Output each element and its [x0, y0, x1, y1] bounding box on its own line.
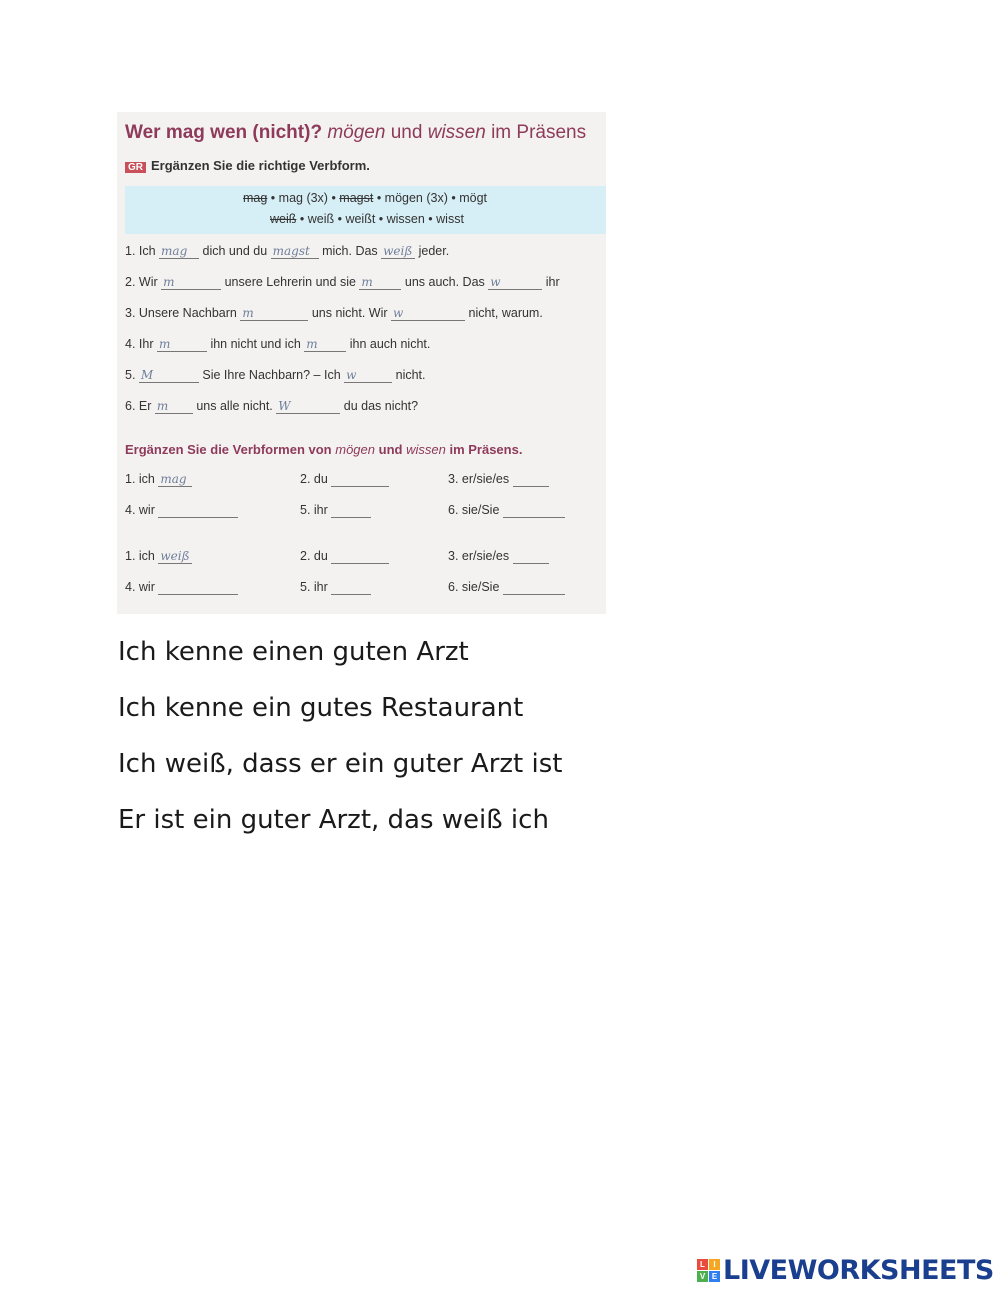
exercise-text: Sie Ihre Nachbarn? – Ich [198, 368, 345, 382]
conjugation-cell [448, 549, 549, 564]
title-und: und [390, 122, 423, 143]
conjugation-label: 3. er/sie/es [448, 549, 513, 563]
handwritten-answer: weiß [381, 244, 415, 259]
conjugation-label: 2. du [300, 472, 332, 486]
handwritten-answer: m [155, 399, 193, 414]
exercise-row [125, 368, 426, 383]
logo-letter-block: I [709, 1259, 720, 1270]
exercise-text: nicht, warum. [465, 306, 543, 320]
exercise-text: jeder. [415, 244, 450, 258]
exercise-text: ihn auch nicht. [346, 337, 431, 351]
conjugation-cell [448, 580, 565, 595]
handwritten-answer: w [344, 368, 392, 383]
exercise-row [125, 399, 418, 414]
section2-verb-moegen: mögen [335, 442, 375, 457]
answer-blank [513, 549, 549, 564]
answer-blank [331, 503, 371, 518]
conjugation-label: 2. du [300, 549, 332, 563]
exercise-text: 1. Ich [125, 244, 160, 258]
exercise-text: mich. Das [318, 244, 382, 258]
handwritten-answer: M [139, 368, 199, 383]
word-list-text: • weiß • weißt • wissen • wisst [296, 212, 464, 226]
instruction-text: Ergänzen Sie die richtige Verbform. [151, 158, 370, 173]
conjugation-cell [125, 472, 192, 487]
answer-blank [513, 472, 549, 487]
conjugation-label: 6. sie/Sie [448, 580, 503, 594]
conjugation-cell [125, 580, 238, 595]
exercise-text: 5. [125, 368, 139, 382]
worksheet-scan-image [117, 112, 606, 614]
answer-blank [503, 580, 565, 595]
instruction-line [125, 158, 370, 173]
sentence-1: Ich kenne einen guten Arzt [118, 637, 469, 667]
struck-word: weiß [270, 212, 297, 226]
word-list-text: • mögen (3x) • mögt [373, 191, 487, 205]
conjugation-label: 1. ich [125, 549, 159, 563]
handwritten-answer: weiß [158, 549, 192, 564]
answer-blank [158, 580, 238, 595]
exercise-text: 4. Ihr [125, 337, 157, 351]
logo-text: LIVEWORKSHEETS [723, 1254, 994, 1286]
section2-pre: Ergänzen Sie die Verbformen von [125, 442, 332, 457]
answer-blank [331, 549, 389, 564]
conjugation-cell [300, 472, 389, 487]
conjugation-label: 5. ihr [300, 503, 332, 517]
exercise-text: uns alle nicht. [192, 399, 277, 413]
section2-post: im Präsens. [449, 442, 523, 457]
conjugation-label: 4. wir [125, 503, 159, 517]
handwritten-answer: m [157, 337, 207, 352]
liveworksheets-logo [697, 1254, 994, 1286]
conjugation-cell [448, 503, 565, 518]
conjugation-label: 5. ihr [300, 580, 332, 594]
conjugation-cell [125, 549, 192, 564]
handwritten-answer: m [304, 337, 346, 352]
word-box-line-1 [243, 191, 487, 205]
conjugation-cell [125, 503, 238, 518]
conjugation-label: 1. ich [125, 472, 159, 486]
handwritten-answer: W [276, 399, 340, 414]
answer-blank [331, 472, 389, 487]
conjugation-cell [448, 472, 549, 487]
exercise-text: ihr [542, 275, 560, 289]
section2-verb-wissen: wissen [406, 442, 446, 457]
logo-letter-block: L [697, 1259, 708, 1270]
gr-badge: GR [125, 162, 146, 173]
answer-blank [503, 503, 565, 518]
answer-blank [331, 580, 371, 595]
title-rest: im Präsens [491, 122, 587, 143]
sentence-list [118, 630, 562, 854]
handwritten-answer: m [240, 306, 308, 321]
struck-word: magst [339, 191, 374, 205]
exercise-text: 2. Wir [125, 275, 162, 289]
conjugation-label: 6. sie/Sie [448, 503, 503, 517]
conjugation-cell [300, 549, 389, 564]
handwritten-answer: w [488, 275, 542, 290]
conjugation-cell [300, 580, 371, 595]
handwritten-answer: m [359, 275, 401, 290]
section2-und: und [378, 442, 403, 457]
exercise-text: 3. Unsere Nachbarn [125, 306, 241, 320]
exercise-row [125, 275, 560, 290]
exercise-text: uns auch. Das [401, 275, 489, 289]
word-box [125, 186, 606, 234]
handwritten-answer: mag [158, 472, 192, 487]
handwritten-answer: m [161, 275, 221, 290]
exercise-text: ihn nicht und ich [206, 337, 305, 351]
exercise-text: 6. Er [125, 399, 155, 413]
exercise-row [125, 337, 430, 352]
logo-letter-block: E [709, 1271, 720, 1282]
exercise-text: dich und du [199, 244, 271, 258]
sentence-4: Er ist ein guter Arzt, das weiß ich [118, 805, 549, 835]
logo-blocks-icon [697, 1259, 720, 1282]
logo-letter-block: V [697, 1271, 708, 1282]
sentence-3: Ich weiß, dass er ein guter Arzt ist [118, 749, 563, 779]
handwritten-answer: mag [159, 244, 199, 259]
conjugation-label: 4. wir [125, 580, 159, 594]
exercise-text: unsere Lehrerin und sie [221, 275, 360, 289]
exercise-text: uns nicht. Wir [308, 306, 392, 320]
section2-instruction [125, 442, 522, 457]
exercise-text: nicht. [392, 368, 426, 382]
exercise-text: du das nicht? [340, 399, 419, 413]
title-question: Wer mag wen (nicht)? [125, 122, 323, 143]
word-box-line-2 [270, 212, 464, 226]
title-verb-moegen: mögen [327, 122, 386, 143]
struck-word: mag [243, 191, 268, 205]
sentence-2: Ich kenne ein gutes Restaurant [118, 693, 524, 723]
exercise-row [125, 306, 543, 321]
handwritten-answer: magst [271, 244, 319, 259]
handwritten-answer: w [391, 306, 465, 321]
worksheet-title [125, 122, 586, 144]
conjugation-cell [300, 503, 371, 518]
title-verb-wissen: wissen [427, 122, 486, 143]
exercise-row [125, 244, 449, 259]
conjugation-label: 3. er/sie/es [448, 472, 513, 486]
answer-blank [158, 503, 238, 518]
word-list-text: • mag (3x) • [267, 191, 340, 205]
